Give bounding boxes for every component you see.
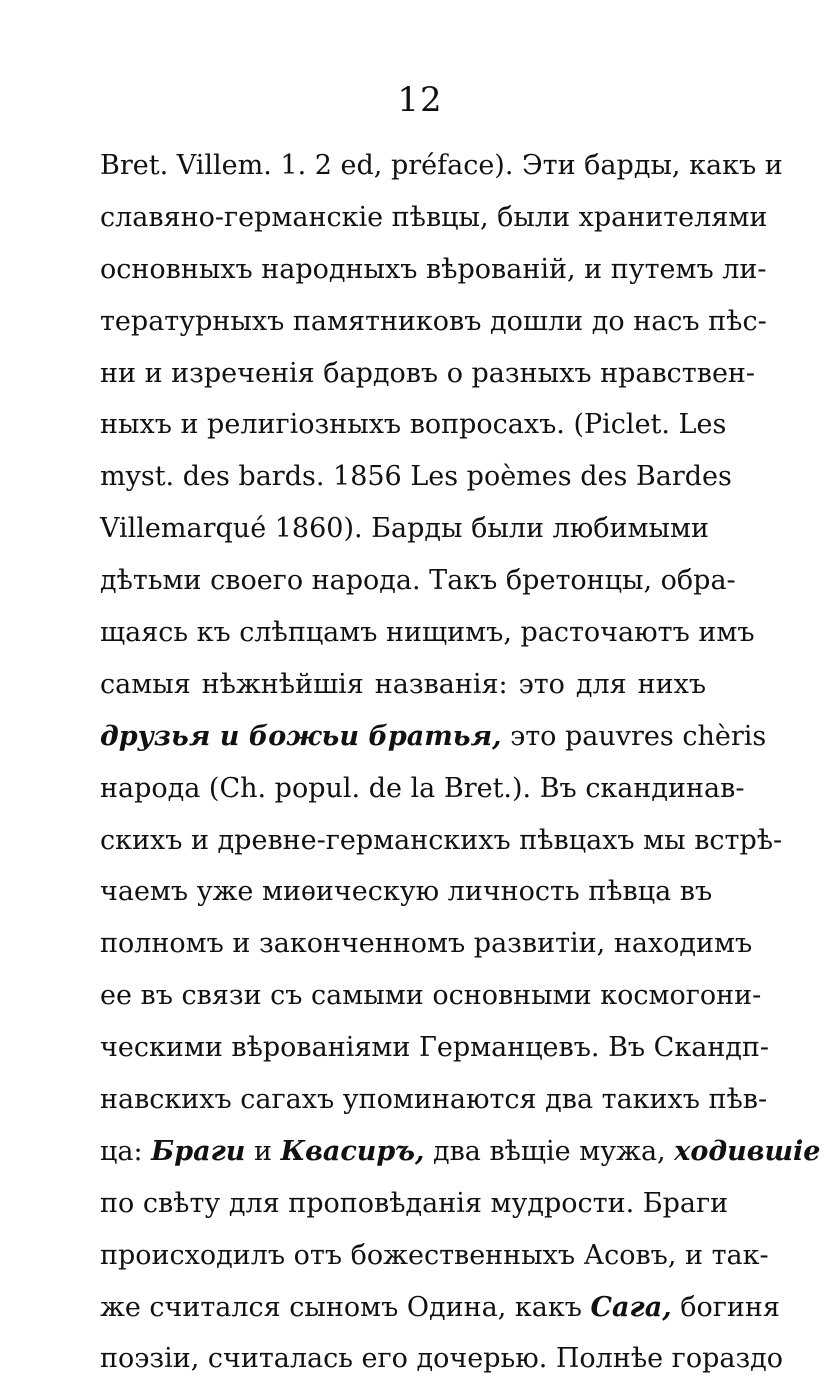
text-line	[100, 1230, 769, 1282]
text-run: ческими вѣрованіями Германцевъ. Въ Скандп-	[100, 1032, 770, 1064]
text-line	[100, 348, 756, 400]
text-run: и	[245, 1135, 281, 1167]
text-line	[100, 140, 783, 192]
text-line	[100, 1126, 821, 1178]
text-line	[100, 1282, 780, 1334]
text-run: полномъ и законченномъ развитіи, находимъ	[100, 928, 753, 960]
text-run: ныхъ и религіозныхъ вопросахъ. (Piclet. Les	[100, 409, 727, 441]
text-line	[100, 970, 762, 1022]
text-line	[100, 451, 732, 503]
text-line	[100, 918, 753, 970]
text-run: чаемъ уже миѳическую личность пѣвца въ	[100, 876, 713, 908]
text-run: ни и изреченія бардовъ о разныхъ нравствен-	[100, 357, 756, 389]
text-line	[100, 607, 755, 659]
text-run: же считался сыномъ Одина, какъ	[100, 1291, 591, 1323]
text-run: богиня	[671, 1291, 780, 1323]
text-line	[100, 815, 783, 867]
text-run: myst. des bards. 1856 Les poèmes des Bardes	[100, 461, 732, 493]
text-run: по свѣту для проповѣданія мудрости. Браги	[100, 1187, 729, 1219]
text-run: поэзіи, считалась его дочерью. Полнѣе гораздо	[100, 1343, 784, 1375]
text-run: два вѣщіе мужа,	[424, 1135, 675, 1167]
text-run: скихъ и древне-германскихъ пѣвцахъ мы встрѣ-	[100, 824, 783, 856]
text-run: самыя нѣжнѣйшія названія: это для нихъ	[100, 668, 706, 700]
text-run: основныхъ народныхъ вѣрованій, и путемъ ли-	[100, 253, 767, 285]
italic-text: Квасиръ,	[280, 1135, 425, 1167]
text-line	[100, 555, 736, 607]
text-run: дѣтьми своего народа. Такъ бретонцы, обра-	[100, 565, 736, 597]
text-line	[100, 503, 709, 555]
text-run: ее въ связи съ самыми основными космогони-	[100, 980, 762, 1012]
italic-text: ходившіе	[674, 1135, 821, 1167]
text-line	[100, 244, 767, 296]
text-line	[100, 1074, 768, 1126]
text-run: навскихъ сагахъ упоминаются два такихъ пѣв-	[100, 1084, 768, 1116]
page-number: 12	[397, 80, 443, 120]
text-line	[100, 711, 767, 763]
italic-text: Сага,	[590, 1291, 672, 1323]
text-run: ца:	[100, 1135, 152, 1167]
text-line	[100, 866, 713, 918]
text-line	[100, 192, 768, 244]
text-line	[100, 1022, 770, 1074]
text-run: славяно-германскіе пѣвцы, были хранителями	[100, 201, 768, 233]
text-line	[100, 1178, 729, 1230]
text-run: народа (Ch. popul. de la Bret.). Въ скандинав-	[100, 772, 745, 804]
body-text	[100, 140, 821, 1385]
text-line	[100, 1333, 784, 1385]
text-run: это pauvres chèris	[501, 720, 767, 752]
text-line	[100, 399, 727, 451]
italic-text: друзья и божьи братья,	[100, 720, 502, 752]
text-run: тературныхъ памятниковъ дошли до насъ пѣс-	[100, 305, 767, 337]
text-run: Villemarqué 1860). Барды были любимыми	[100, 513, 709, 545]
text-run: щаясь къ слѣпцамъ нищимъ, расточаютъ имъ	[100, 617, 755, 649]
text-run: происходилъ отъ божественныхъ Асовъ, и так-	[100, 1239, 769, 1271]
italic-text: Браги	[151, 1135, 246, 1167]
text-line	[100, 296, 767, 348]
text-run: Bret. Villem. 1. 2 ed, préface). Эти барды, какъ и	[100, 150, 783, 181]
text-line	[100, 659, 706, 711]
text-line	[100, 763, 745, 815]
